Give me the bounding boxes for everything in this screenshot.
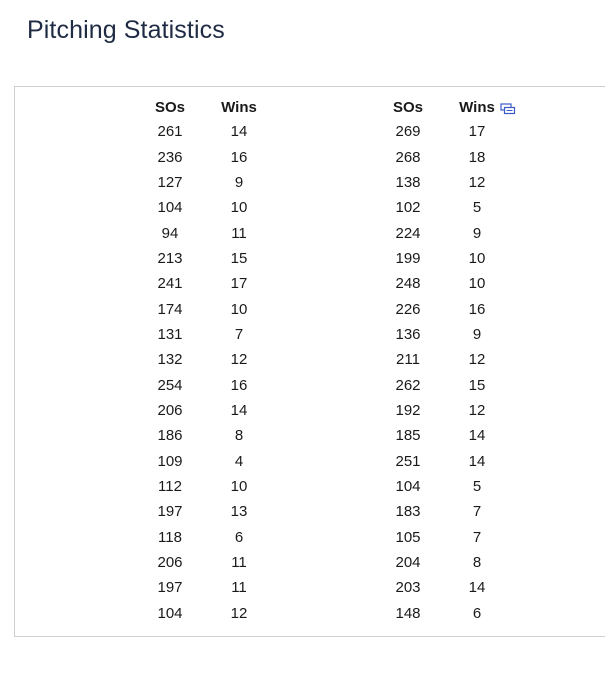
table-row <box>135 525 273 550</box>
table-row <box>373 195 511 220</box>
table-row <box>135 246 273 271</box>
cell-sos: 132 <box>157 351 183 369</box>
copy-icon[interactable] <box>500 102 516 114</box>
cell-sos: 248 <box>395 275 421 293</box>
cell-sos: 102 <box>395 199 421 217</box>
table-row <box>373 474 511 499</box>
table-row <box>373 372 511 397</box>
cell-wins: 10 <box>468 275 486 293</box>
cell-sos: 104 <box>395 477 421 495</box>
table-row <box>373 296 511 321</box>
cell-wins: 12 <box>230 604 248 622</box>
cell-sos: 206 <box>157 401 183 419</box>
cell-sos: 211 <box>396 351 420 369</box>
table-row <box>373 347 511 372</box>
table-row <box>373 448 511 473</box>
table-row <box>135 499 273 524</box>
cell-sos: 104 <box>157 604 183 622</box>
cell-wins: 17 <box>468 123 486 141</box>
cell-sos: 104 <box>157 199 183 217</box>
cell-sos: 109 <box>157 452 183 470</box>
cell-wins: 7 <box>234 325 244 343</box>
cell-sos: 213 <box>157 249 183 267</box>
cell-wins: 15 <box>468 376 486 394</box>
table-row <box>373 550 511 575</box>
cell-sos: 131 <box>157 325 183 343</box>
cell-wins: 11 <box>231 579 247 597</box>
cell-sos: 105 <box>395 528 421 546</box>
cell-wins: 10 <box>230 477 248 495</box>
cell-wins: 14 <box>230 123 248 141</box>
cell-sos: 197 <box>157 579 183 597</box>
column-header-wins: Wins <box>459 98 495 116</box>
cell-wins: 15 <box>230 249 248 267</box>
table-row <box>373 119 511 144</box>
table-row <box>135 575 273 600</box>
cell-wins: 18 <box>468 148 486 166</box>
cell-sos: 138 <box>395 173 421 191</box>
cell-wins: 14 <box>468 452 486 470</box>
table-header-row <box>373 95 511 119</box>
cell-sos: 269 <box>395 123 421 141</box>
table-row <box>135 448 273 473</box>
cell-sos: 236 <box>157 148 183 166</box>
cell-sos: 268 <box>395 148 421 166</box>
cell-wins: 7 <box>472 503 482 521</box>
cell-sos: 204 <box>395 554 421 572</box>
cell-wins: 11 <box>231 554 247 572</box>
cell-wins: 6 <box>472 604 482 622</box>
cell-sos: 197 <box>157 503 183 521</box>
cell-wins: 12 <box>230 351 248 369</box>
data-panel <box>14 86 605 637</box>
cell-sos: 183 <box>395 503 421 521</box>
cell-wins: 4 <box>234 452 244 470</box>
cell-sos: 148 <box>395 604 421 622</box>
table-row <box>373 144 511 169</box>
cell-wins: 14 <box>468 427 486 445</box>
cell-sos: 262 <box>395 376 421 394</box>
cell-sos: 127 <box>157 173 183 191</box>
table-row <box>135 398 273 423</box>
table-row <box>373 575 511 600</box>
table-row <box>135 119 273 144</box>
table-row <box>135 322 273 347</box>
table-row <box>135 601 273 626</box>
cell-sos: 174 <box>157 300 183 318</box>
column-header-wins: Wins <box>221 98 257 116</box>
cell-wins: 7 <box>472 528 482 546</box>
cell-sos: 186 <box>157 427 183 445</box>
cell-sos: 261 <box>157 123 183 141</box>
cell-wins: 10 <box>230 300 248 318</box>
table-row <box>373 525 511 550</box>
table-row <box>373 322 511 347</box>
cell-wins: 11 <box>231 224 247 242</box>
right-data-table <box>373 95 511 626</box>
table-row <box>373 423 511 448</box>
table-row <box>135 144 273 169</box>
cell-sos: 199 <box>395 249 421 267</box>
cell-sos: 206 <box>157 554 183 572</box>
cell-wins: 12 <box>468 351 486 369</box>
cell-sos: 192 <box>395 401 421 419</box>
table-row <box>373 220 511 245</box>
cell-wins: 9 <box>472 224 482 242</box>
cell-wins: 10 <box>230 199 248 217</box>
cell-wins: 14 <box>468 579 486 597</box>
left-data-table <box>135 95 273 626</box>
table-row <box>373 271 511 296</box>
column-header-sos: SOs <box>392 98 423 116</box>
cell-wins: 9 <box>472 325 482 343</box>
cell-wins: 13 <box>230 503 248 521</box>
table-row <box>373 601 511 626</box>
cell-wins: 17 <box>230 275 248 293</box>
column-header-sos: SOs <box>154 98 185 116</box>
cell-wins: 10 <box>468 249 486 267</box>
table-row <box>135 423 273 448</box>
page-title: Pitching Statistics <box>27 16 225 44</box>
cell-wins: 8 <box>472 554 482 572</box>
cell-wins: 14 <box>230 401 248 419</box>
cell-sos: 254 <box>157 376 183 394</box>
table-row <box>135 271 273 296</box>
table-row <box>373 499 511 524</box>
cell-sos: 112 <box>158 477 182 495</box>
cell-wins: 12 <box>468 173 486 191</box>
table-header-row <box>135 95 273 119</box>
cell-sos: 136 <box>395 325 421 343</box>
table-row <box>373 398 511 423</box>
cell-wins: 16 <box>230 376 248 394</box>
cell-wins: 5 <box>472 199 482 217</box>
cell-wins: 6 <box>234 528 244 546</box>
cell-wins: 8 <box>234 427 244 445</box>
cell-sos: 118 <box>158 528 182 546</box>
cell-sos: 203 <box>395 579 421 597</box>
table-row <box>135 170 273 195</box>
cell-wins: 9 <box>234 173 244 191</box>
cell-sos: 241 <box>157 275 183 293</box>
cell-wins: 16 <box>468 300 486 318</box>
cell-wins: 16 <box>230 148 248 166</box>
table-row <box>135 550 273 575</box>
table-row <box>135 296 273 321</box>
cell-sos: 251 <box>395 452 421 470</box>
cell-sos: 185 <box>395 427 421 445</box>
cell-sos: 224 <box>395 224 421 242</box>
table-row <box>373 170 511 195</box>
cell-sos: 94 <box>161 224 179 242</box>
cell-sos: 226 <box>395 300 421 318</box>
cell-wins: 12 <box>468 401 486 419</box>
cell-wins: 5 <box>472 477 482 495</box>
table-row <box>135 220 273 245</box>
table-row <box>135 347 273 372</box>
table-row <box>373 246 511 271</box>
table-row <box>135 195 273 220</box>
table-row <box>135 372 273 397</box>
table-row <box>135 474 273 499</box>
